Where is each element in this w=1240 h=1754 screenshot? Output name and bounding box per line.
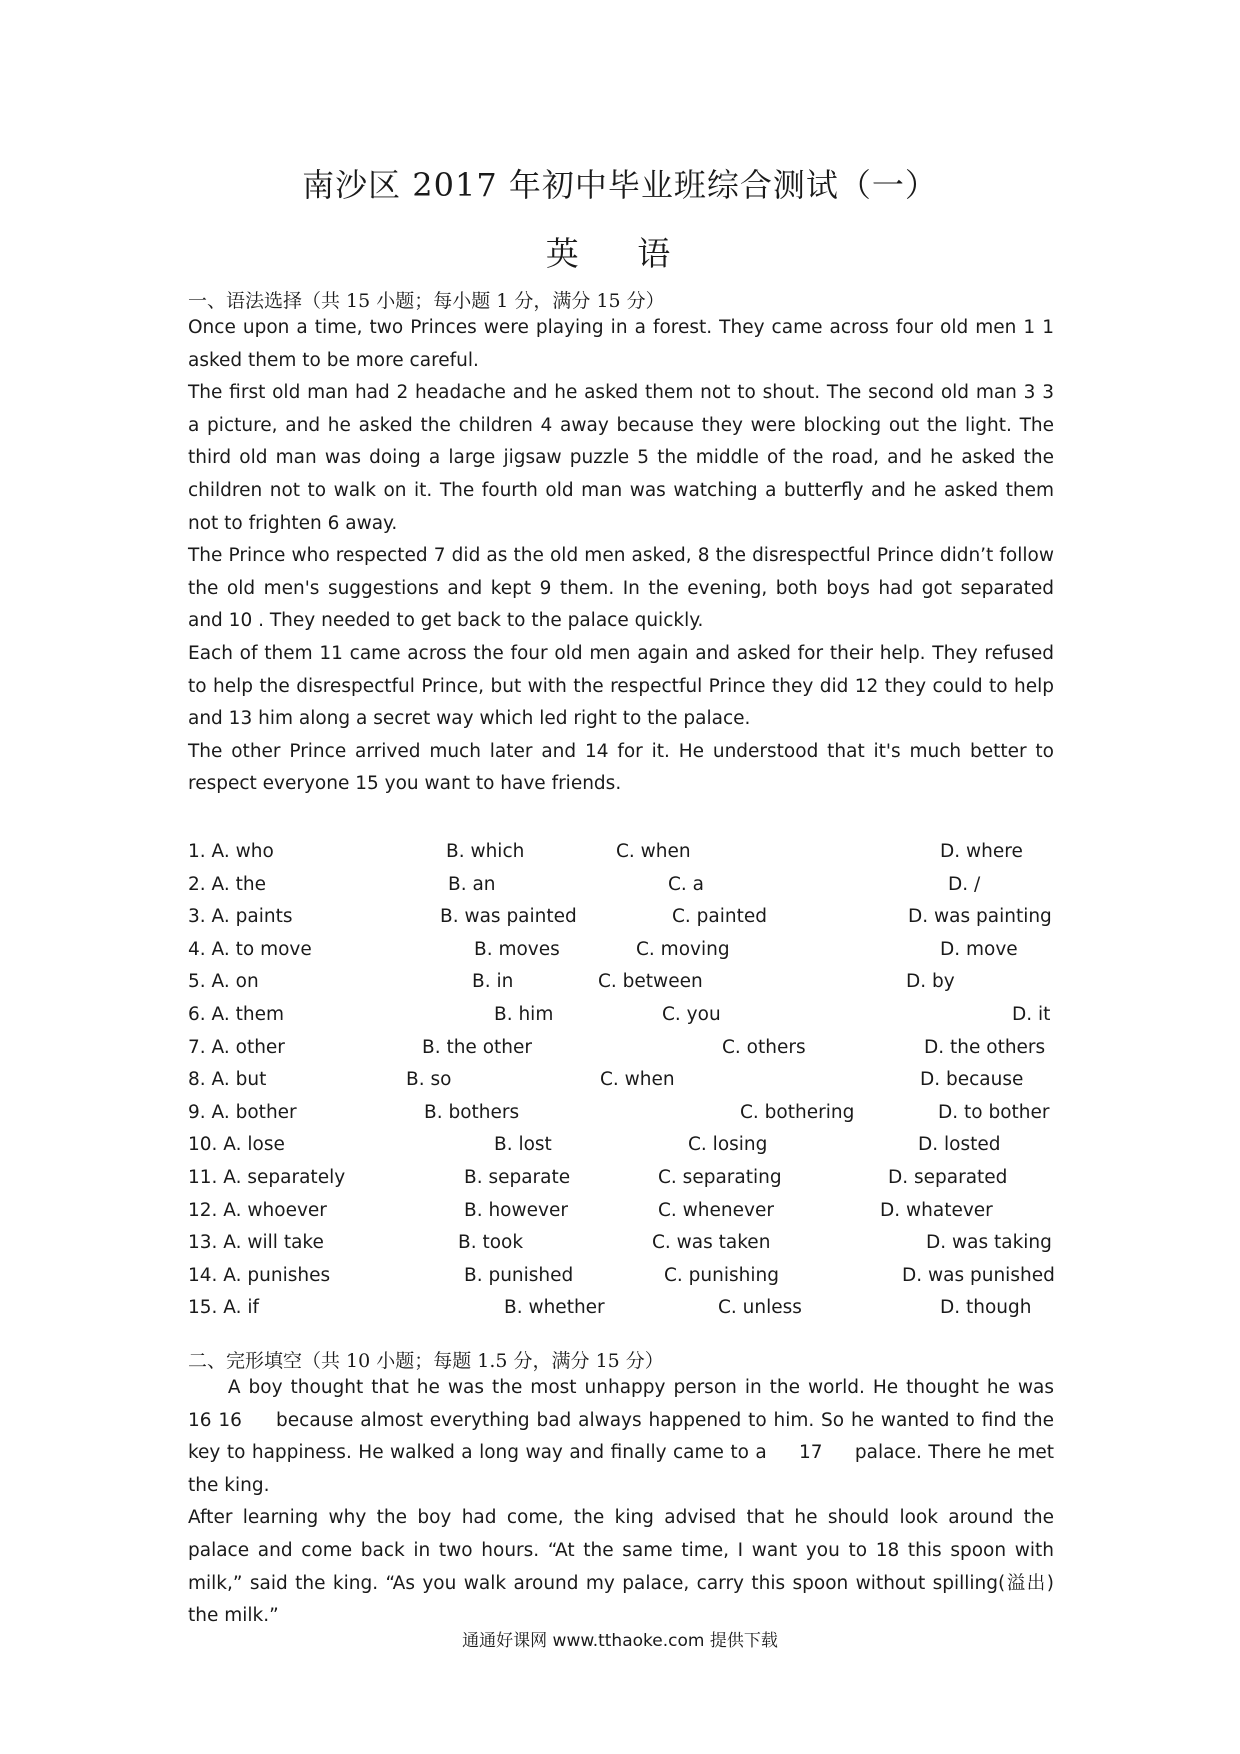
option-choice: D. though bbox=[940, 1297, 1032, 1319]
option-choice: C. moving bbox=[636, 938, 730, 960]
option-choice: 10. A. lose bbox=[188, 1134, 285, 1156]
option-choice: 6. A. them bbox=[188, 1003, 285, 1025]
option-choice: B. moves bbox=[474, 938, 560, 960]
option-choice: D. / bbox=[948, 873, 981, 895]
option-row bbox=[188, 901, 1068, 934]
option-row bbox=[188, 1227, 1068, 1260]
section1-heading: 一、语法选择（共 15 小题；每小题 1 分，满分 15 分） bbox=[188, 290, 665, 312]
option-choice: C. painted bbox=[672, 906, 768, 928]
passage-paragraph: Once upon a time, two Princes were playing in a forest. They came across four old men 1 1 asked them to be more careful. bbox=[188, 317, 1054, 371]
option-row bbox=[188, 1195, 1068, 1228]
option-choice: D. to bother bbox=[938, 1101, 1050, 1123]
option-choice: 2. A. the bbox=[188, 873, 266, 895]
option-choice: 15. A. if bbox=[188, 1297, 260, 1319]
option-choice: B. the other bbox=[422, 1036, 532, 1058]
option-choice: B. an bbox=[448, 873, 496, 895]
option-row bbox=[188, 1129, 1068, 1162]
option-choice: 5. A. on bbox=[188, 971, 259, 993]
option-choice: D. by bbox=[906, 971, 955, 993]
option-choice: B. so bbox=[406, 1069, 452, 1091]
option-row bbox=[188, 1032, 1068, 1065]
option-row bbox=[188, 1260, 1068, 1293]
option-choice: C. punishing bbox=[664, 1264, 779, 1286]
option-choice: B. in bbox=[472, 971, 514, 993]
option-choice: 7. A. other bbox=[188, 1036, 285, 1058]
option-row bbox=[188, 836, 1068, 869]
option-choice: B. punished bbox=[464, 1264, 574, 1286]
option-row bbox=[188, 1162, 1068, 1195]
option-choice: D. losted bbox=[918, 1134, 1001, 1156]
option-row bbox=[188, 999, 1068, 1032]
option-choice: C. between bbox=[598, 971, 703, 993]
page-footer: 通通好课网 www.tthaoke.com 提供下载 bbox=[462, 1631, 778, 1651]
option-choice: B. took bbox=[458, 1232, 524, 1254]
option-choice: C. a bbox=[668, 873, 705, 895]
subject-title: 英 语 bbox=[545, 234, 695, 273]
option-choice: D. because bbox=[920, 1069, 1024, 1091]
option-choice: D. move bbox=[940, 938, 1018, 960]
option-choice: 9. A. bother bbox=[188, 1101, 297, 1123]
option-choice: D. the others bbox=[924, 1036, 1046, 1058]
option-choice: C. when bbox=[600, 1069, 675, 1091]
passage-paragraph: A boy thought that he was the most unhappy person in the world. He thought he was 16 16 because almost everything bad always happened to him. So he wanted to find the key to happiness. He walked a long way and finally came to a 17 palace. There he met the king. bbox=[188, 1377, 1078, 1496]
option-choice: C. losing bbox=[688, 1134, 768, 1156]
option-choice: 11. A. separately bbox=[188, 1166, 346, 1188]
option-choice: 8. A. but bbox=[188, 1069, 267, 1091]
option-choice: B. however bbox=[464, 1199, 568, 1221]
passage-paragraph: The first old man had 2 headache and he asked them not to shout. The second old man 3 3 a picture, and he asked the children 4 away because they were blocking out the light. The third old man was doing a large jigsaw puzzle 5 the middle of the road, and he asked the children not to walk on it. The fourth old man was watching a butterfly and he asked them not to frighten 6 away. bbox=[188, 382, 1054, 534]
option-choice: C. others bbox=[722, 1036, 806, 1058]
option-choice: B. him bbox=[494, 1003, 554, 1025]
option-choice: B. was painted bbox=[440, 906, 577, 928]
option-choice: D. separated bbox=[888, 1166, 1008, 1188]
option-choice: D. was taking bbox=[926, 1232, 1052, 1254]
option-row bbox=[188, 934, 1068, 967]
passage-paragraph: The Prince who respected 7 did as the old men asked, 8 the disrespectful Prince didn’t follow the old men's suggestions and kept 9 them. In the evening, both boys had got separated and 10 . They needed to get back to the palace quickly. bbox=[188, 545, 1054, 632]
option-choice: 12. A. whoever bbox=[188, 1199, 327, 1221]
option-choice: B. whether bbox=[504, 1297, 605, 1319]
passage-paragraph: After learning why the boy had come, the king advised that he should look around the palace and come back in two hours. “At the same time, I want you to 18 this spoon with milk,” said the king. “As you walk around my palace, carry this spoon without spilling(溢出) the milk.” bbox=[188, 1507, 1054, 1627]
option-choice: 1. A. who bbox=[188, 841, 274, 862]
option-choice: C. whenever bbox=[658, 1199, 774, 1221]
option-choice: D. was punished bbox=[902, 1264, 1055, 1286]
option-row bbox=[188, 1064, 1068, 1097]
option-choice: C. bothering bbox=[740, 1101, 855, 1123]
exam-title: 南沙区 2017 年初中毕业班综合测试（一） bbox=[302, 166, 938, 204]
option-row bbox=[188, 1292, 1068, 1325]
option-row bbox=[188, 966, 1068, 999]
option-choice: 13. A. will take bbox=[188, 1232, 324, 1254]
option-choice: D. where bbox=[940, 841, 1023, 862]
option-choice: C. separating bbox=[658, 1166, 782, 1188]
passage-paragraph: The other Prince arrived much later and 14 for it. He understood that it's much better to respect everyone 15 you want to have friends. bbox=[188, 740, 1054, 795]
option-choice: B. bothers bbox=[424, 1101, 520, 1123]
section2-heading: 二、完形填空（共 10 小题；每题 1.5 分，满分 15 分） bbox=[188, 1350, 664, 1372]
section1-passage bbox=[188, 312, 1054, 801]
section1-options bbox=[188, 836, 1068, 1325]
option-choice: B. which bbox=[446, 841, 525, 862]
option-choice: B. lost bbox=[494, 1134, 552, 1156]
option-choice: 4. A. to move bbox=[188, 938, 312, 960]
option-choice: B. separate bbox=[464, 1166, 571, 1188]
option-choice: D. was painting bbox=[908, 906, 1052, 928]
option-choice: C. unless bbox=[718, 1297, 802, 1319]
option-choice: 3. A. paints bbox=[188, 906, 293, 928]
option-row bbox=[188, 1097, 1068, 1130]
passage-paragraph: Each of them 11 came across the four old men again and asked for their help. They refused to help the disrespectful Prince, but with the respectful Prince they did 12 they could to help and 13 him along a secret way which led right to the palace. bbox=[188, 642, 1054, 730]
option-choice: 14. A. punishes bbox=[188, 1264, 331, 1286]
option-choice: C. was taken bbox=[652, 1232, 771, 1254]
option-choice: C. when bbox=[616, 841, 691, 862]
option-choice: C. you bbox=[662, 1003, 721, 1025]
option-choice: D. whatever bbox=[880, 1199, 993, 1221]
option-row bbox=[188, 869, 1068, 902]
section2-passage bbox=[188, 1372, 1078, 1633]
option-choice: D. it bbox=[1012, 1003, 1051, 1025]
